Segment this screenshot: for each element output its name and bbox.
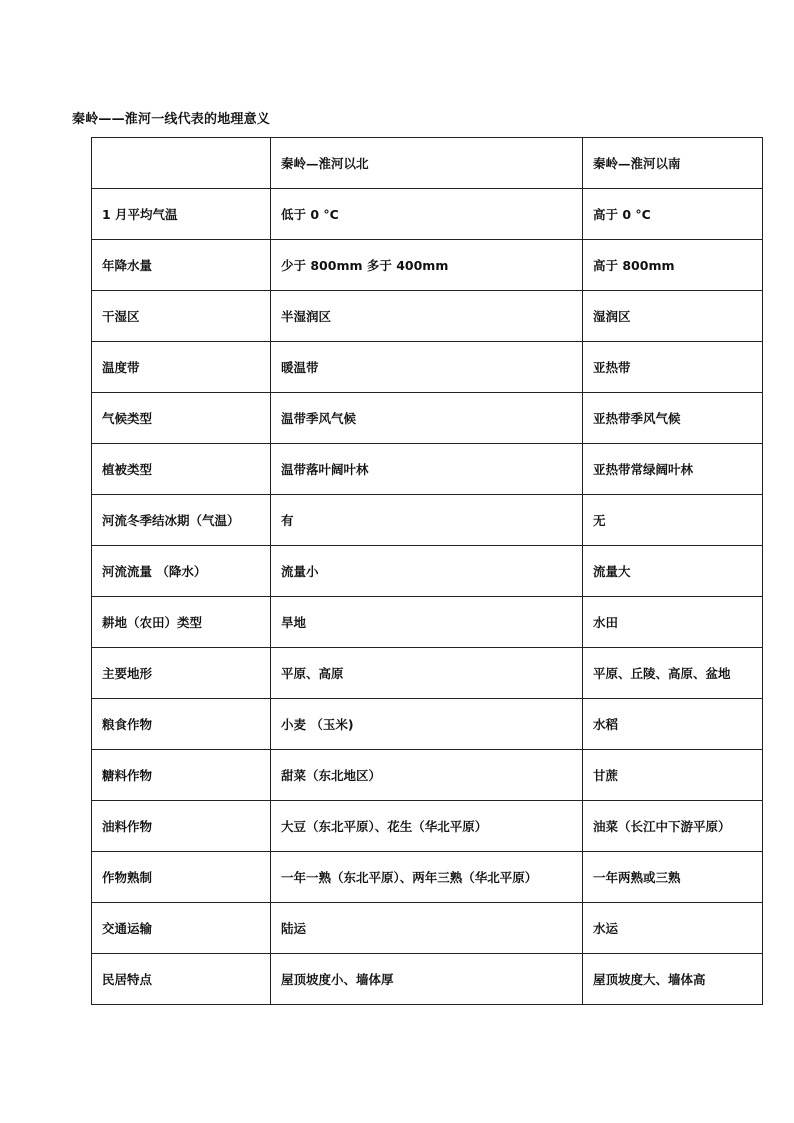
table-row (92, 444, 763, 495)
north-value-cell: 屋顶坡度小、墙体厚 (271, 954, 583, 1005)
north-value-cell: 温带落叶阔叶林 (271, 444, 583, 495)
south-value-cell: 油菜（长江中下游平原） (583, 801, 763, 852)
row-label-cell: 油料作物 (92, 801, 271, 852)
south-value-cell: 水运 (583, 903, 763, 954)
north-value-cell: 小麦 （玉米) (271, 699, 583, 750)
row-label-cell: 干湿区 (92, 291, 271, 342)
north-value-cell: 温带季风气候 (271, 393, 583, 444)
north-value-cell: 甜菜（东北地区） (271, 750, 583, 801)
table-row (92, 189, 763, 240)
table-row (92, 903, 763, 954)
north-value-cell: 大豆（东北平原）、花生（华北平原） (271, 801, 583, 852)
south-value-cell: 亚热带常绿阔叶林 (583, 444, 763, 495)
south-value-cell: 无 (583, 495, 763, 546)
south-value-cell: 甘蔗 (583, 750, 763, 801)
table-row (92, 393, 763, 444)
south-value-cell: 水田 (583, 597, 763, 648)
north-value-cell: 有 (271, 495, 583, 546)
south-value-cell: 水稻 (583, 699, 763, 750)
row-label-cell: 耕地（农田）类型 (92, 597, 271, 648)
south-value-cell: 平原、丘陵、高原、盆地 (583, 648, 763, 699)
row-label-cell: 气候类型 (92, 393, 271, 444)
north-value-cell: 暖温带 (271, 342, 583, 393)
north-value-cell: 少于 800mm 多于 400mm (271, 240, 583, 291)
table-row (92, 495, 763, 546)
south-value-cell: 高于 0 °C (583, 189, 763, 240)
table-header-row (92, 138, 763, 189)
header-cell-north: 秦岭—淮河以北 (271, 138, 583, 189)
row-label-cell: 1 月平均气温 (92, 189, 271, 240)
header-cell-empty (92, 138, 271, 189)
table-row (92, 546, 763, 597)
table-row (92, 954, 763, 1005)
north-value-cell: 陆运 (271, 903, 583, 954)
south-value-cell: 亚热带 (583, 342, 763, 393)
row-label-cell: 河流流量 （降水） (92, 546, 271, 597)
row-label-cell: 主要地形 (92, 648, 271, 699)
table-row (92, 240, 763, 291)
row-label-cell: 作物熟制 (92, 852, 271, 903)
table-row (92, 750, 763, 801)
row-label-cell: 粮食作物 (92, 699, 271, 750)
row-label-cell: 温度带 (92, 342, 271, 393)
header-cell-south: 秦岭—淮河以南 (583, 138, 763, 189)
table-row (92, 291, 763, 342)
row-label-cell: 糖料作物 (92, 750, 271, 801)
south-value-cell: 高于 800mm (583, 240, 763, 291)
table-row (92, 648, 763, 699)
row-label-cell: 年降水量 (92, 240, 271, 291)
south-value-cell: 流量大 (583, 546, 763, 597)
north-value-cell: 平原、高原 (271, 648, 583, 699)
north-value-cell: 低于 0 °C (271, 189, 583, 240)
south-value-cell: 屋顶坡度大、墙体高 (583, 954, 763, 1005)
row-label-cell: 植被类型 (92, 444, 271, 495)
row-label-cell: 民居特点 (92, 954, 271, 1005)
row-label-cell: 河流冬季结冰期（气温） (92, 495, 271, 546)
table-row (92, 597, 763, 648)
document-title: 秦岭——淮河一线代表的地理意义 (72, 112, 271, 127)
table-row (92, 342, 763, 393)
table-row (92, 801, 763, 852)
north-value-cell: 流量小 (271, 546, 583, 597)
north-value-cell: 一年一熟（东北平原）、两年三熟（华北平原） (271, 852, 583, 903)
comparison-table (91, 137, 763, 1005)
table-row (92, 852, 763, 903)
row-label-cell: 交通运输 (92, 903, 271, 954)
table-body (92, 138, 763, 1005)
south-value-cell: 一年两熟或三熟 (583, 852, 763, 903)
north-value-cell: 半湿润区 (271, 291, 583, 342)
south-value-cell: 湿润区 (583, 291, 763, 342)
south-value-cell: 亚热带季风气候 (583, 393, 763, 444)
north-value-cell: 旱地 (271, 597, 583, 648)
table-row (92, 699, 763, 750)
